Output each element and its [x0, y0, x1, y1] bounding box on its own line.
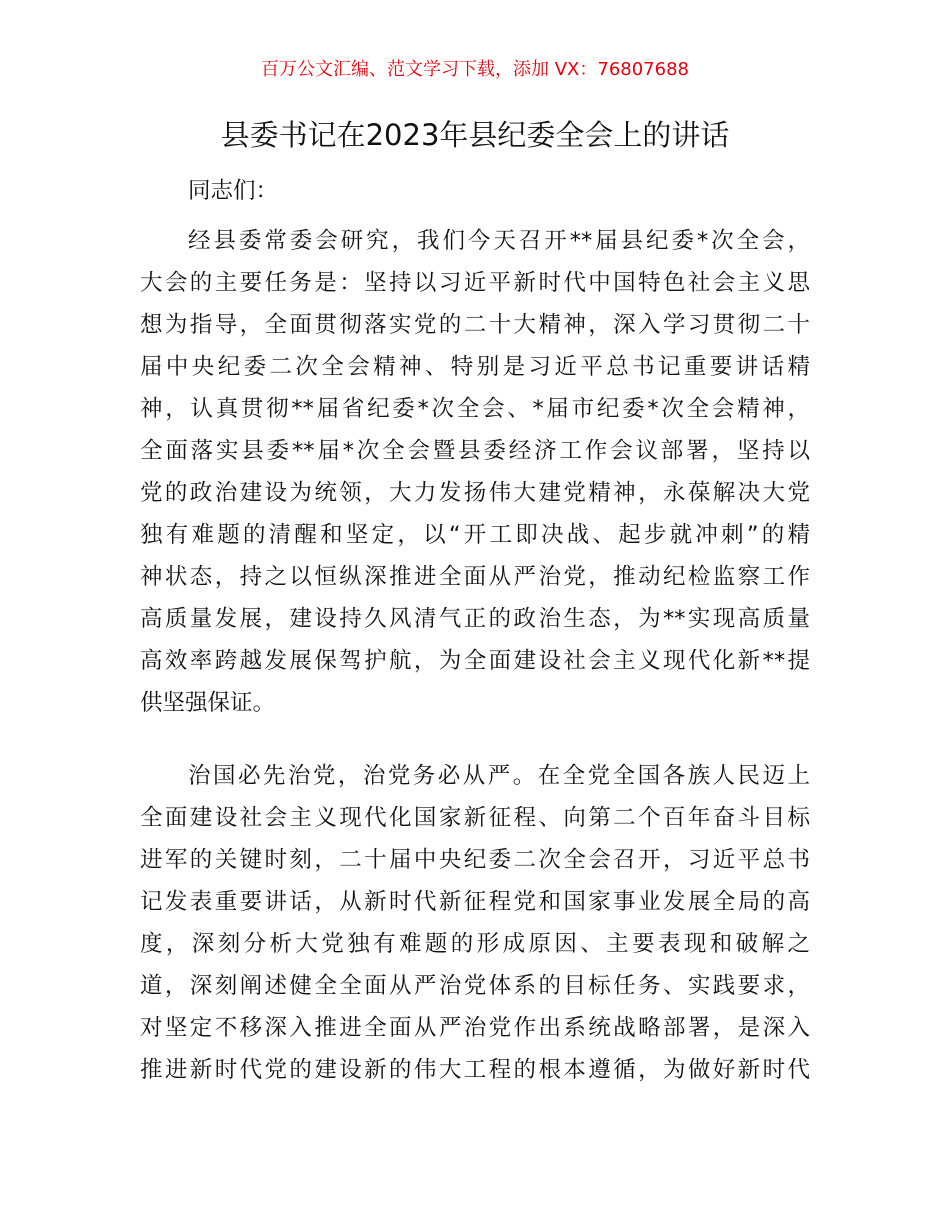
paragraph-line: 对坚定不移深入推进全面从严治党作出系统战略部署，是深入 [140, 1015, 810, 1041]
paragraph-line: 党的政治建设为统领，大力发扬伟大建党精神，永葆解决大党 [140, 480, 810, 506]
paragraph-line: 记发表重要讲话，从新时代新征程党和国家事业发展全局的高 [140, 889, 810, 915]
paragraph-line: 进军的关键时刻，二十届中央纪委二次全会召开，习近平总书 [140, 847, 810, 873]
paragraph-line: 度，深刻分析大党独有难题的形成原因、主要表现和破解之 [140, 931, 810, 957]
paragraph-line: 大会的主要任务是：坚持以习近平新时代中国特色社会主义思 [140, 270, 810, 296]
paragraph-line: 道，深刻阐述健全全面从严治党体系的目标任务、实践要求， [140, 973, 810, 999]
paragraph-line: 全面落实县委**届*次全会暨县委经济工作会议部署，坚持以 [140, 438, 810, 464]
watermark-banner: 百万公文汇编、范文学习下载，添加 VX：76807688 [261, 59, 689, 80]
paragraph-line: 全面建设社会主义现代化国家新征程、向第二个百年奋斗目标 [140, 805, 810, 831]
paragraph-line: 供坚强保证。 [140, 690, 276, 716]
paragraph-line: 届中央纪委二次全会精神、特别是习近平总书记重要讲话精 [140, 354, 810, 380]
paragraph-line: 高效率跨越发展保驾护航，为全面建设社会主义现代化新**提 [140, 648, 810, 674]
paragraph-2 [140, 755, 810, 1091]
paragraph-line: 独有难题的清醒和坚定，以“开工即决战、起步就冲刺”的精 [140, 522, 810, 548]
paragraph-line: 高质量发展，建设持久风清气正的政治生态，为**实现高质量 [140, 606, 810, 632]
paragraph-line: 经县委常委会研究，我们今天召开**届县纪委*次全会， [188, 228, 810, 254]
paragraph-line: 神状态，持之以恒纵深推进全面从严治党，推动纪检监察工作 [140, 564, 810, 590]
paragraph-line: 推进新时代党的建设新的伟大工程的根本遵循，为做好新时代 [140, 1057, 810, 1083]
salutation: 同志们： [188, 178, 279, 204]
paragraph-line: 治国必先治党，治党务必从严。在全党全国各族人民迈上 [188, 763, 810, 789]
document-title: 县委书记在2023年县纪委全会上的讲话 [220, 118, 730, 152]
paragraph-1 [140, 220, 810, 724]
paragraph-line: 想为指导，全面贯彻落实党的二十大精神，深入学习贯彻二十 [140, 312, 810, 338]
paragraph-line: 神，认真贯彻**届省纪委*次全会、*届市纪委*次全会精神， [140, 396, 810, 422]
